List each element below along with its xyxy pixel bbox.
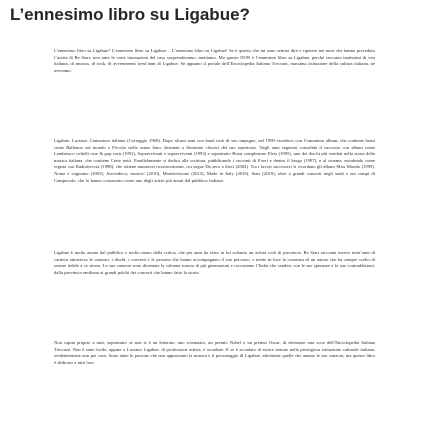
- encyclopedia-entry: [54, 138, 375, 242]
- article-title: L’ennesimo libro su Ligabue?: [10, 5, 250, 24]
- intro-paragraph: [54, 48, 375, 121]
- closing-paragraph: [54, 340, 375, 384]
- review-paragraph: [54, 250, 375, 330]
- encyclopedia-entry-text: Ligabue, Luciano. Cantautore italiano (Correggio 1960). Dopo alcuni anni con band rock di suo impegno, nel 1990 esordisce con l’omonimo album, che contiene brani come Balliamo sul mondo e Piccola stella senza fiato, destinati a diventare classici del suo repertorio. Negli anni seguenti consolida il successo con album come Lambrusco coltelli rose & pop corn (1991), Sopravvissuti e sopravviventi (1993) e soprattutto Buon compleanno Elvis (1995), uno dei dischi più venduti nella storia della musica italiana, che contiene Certe notti. Parallelamente si dedica alla scrittura, pubblicando i racconti di Fuori e dentro il borgo (1997), e al cinema, esordendo come regista con Radiofreccia (1998), che ottiene numerosi riconoscimenti, cui segue Da zero a dieci (2002). Tra i lavori successivi si ricordano gli album Miss Mondo (1999), Nome e cognome (2005), Arrivederci, mostro! (2010), Mondovisione (2013), Made in Italy (2016), Start (2019), oltre a grandi concerti negli stadi e nei campi di Campovolo, che lo hanno consacrato come uno degli artisti più amati dal pubblico italiano.: [54, 138, 375, 183]
- closing-text: Non capita proprio a tutti, soprattutto se non si è un letterato, uno scienziato, un premio Nobel o un premio Oscar, di diventare una voce dell’Enciclopedia Italiana Treccani. Non è stato facile, eppure a Luciano Ligabue, di professione artista, è accaduto. E se è accaduto di essere entrato nella prestigiosa istituzione culturale italiana, evidentemente non per caso. Sono tante le persone che non apprezzano la musica e il personaggio di Ligabue, altrettante quelle che amano le sue canzoni, ma questo libro è dedicato a tutti loro.: [54, 340, 375, 365]
- review-text: Ligabue è molto amato dal pubblico e molto meno dalla critica, che per anni ha visto in lui soltanto un artista rock di provincia. Re Start racconta invece trent’anni di carriera attraverso le canzoni, i dischi, i concerti e le persone che hanno accompagnato il suo percorso, e mette in luce la coerenza di un autore che ha sempre scelto di restare fedele a se stesso. Le sue canzoni sono diventate la colonna sonora di più generazioni e raccontano l’Italia che cambia, con le sue speranze e le sue contraddizioni, dalla provincia emiliana ai grandi palchi dei concerti che hanno fatto la storia.: [54, 250, 375, 275]
- intro-text: L’ennesimo libro su Ligabue? L’ennesimo libro su Ligabue… L’ennesimo libro su Ligabue! Se è questo che mi sono sentita dire e ripetere nei mesi che hanno preceduto l’uscita di Re Start, non tutte le varie intonazioni del caso sorprenderanno, mettiamo. Ma questo NON è l’ennesimo libro su Ligabue, perché racconta tantissimi di vita italiana, di musica, di rock, di avvenimenti trent’anni di Ligabue. Se appunto il portale dell’Enciclopedia Italiana Treccani, massima istituzione della cultura italiana, ne avevamo.: [54, 48, 375, 73]
